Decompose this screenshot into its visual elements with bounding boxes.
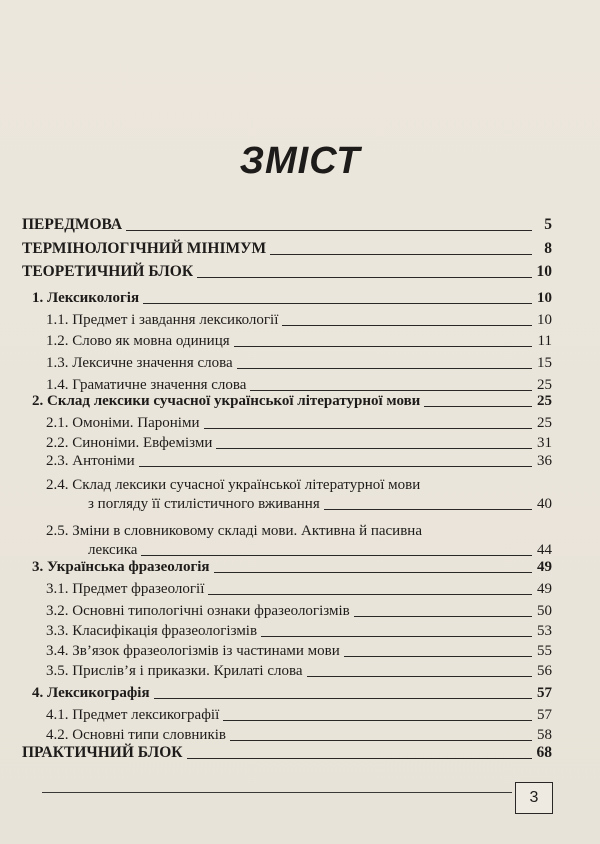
dot-leader — [270, 254, 532, 255]
page-number: 3 — [529, 789, 539, 806]
toc-entry-page: 57 — [537, 707, 552, 723]
dot-leader — [354, 616, 532, 617]
dot-leader — [139, 466, 532, 467]
toc-entry-page: 55 — [537, 643, 552, 659]
dot-leader — [204, 428, 533, 429]
toc-entry-4-1 — [46, 706, 552, 724]
dot-leader — [126, 230, 532, 231]
toc-entry-label: 1.2. Слово як мовна одиниця — [46, 333, 230, 349]
toc-entry-page: 15 — [537, 355, 552, 371]
toc-entry-label: 1. Лексикологія — [32, 290, 140, 306]
dot-leader — [197, 277, 532, 278]
dot-leader — [250, 390, 532, 391]
toc-entry-page: 31 — [537, 435, 552, 451]
toc-entry-label: 3.3. Класифікація фразеологізмів — [46, 623, 258, 639]
toc-entry-practice — [22, 744, 552, 762]
toc-entry-3-1 — [46, 580, 552, 598]
toc-entry-page: 8 — [544, 240, 552, 257]
dot-leader — [261, 636, 532, 637]
dot-leader — [307, 676, 532, 677]
dot-leader — [324, 509, 532, 510]
toc-entry-section-3 — [32, 558, 552, 576]
toc-entry-label: 2.3. Антоніми — [46, 453, 135, 469]
dot-leader — [187, 758, 533, 759]
toc-entry-page: 10 — [536, 263, 552, 280]
toc-entry-page: 57 — [537, 685, 552, 701]
toc-entry-page: 5 — [544, 216, 552, 233]
toc-entry-label: 4.1. Предмет лексикографії — [46, 707, 220, 723]
toc-entry-page: 10 — [537, 290, 552, 306]
toc-entry-3-2 — [46, 602, 552, 620]
toc-entry-label: 3.2. Основні типологічні ознаки фразеологізмів — [46, 603, 350, 619]
toc-entry-label: ТЕРМІНОЛОГІЧНИЙ МІНІМУМ — [22, 240, 267, 257]
dot-leader — [214, 572, 532, 573]
toc-entry-page: 49 — [537, 581, 552, 597]
toc-entry-1-2 — [46, 332, 552, 350]
toc-entry-3-4 — [46, 642, 552, 660]
toc-entry-page: 40 — [537, 496, 552, 512]
toc-entry-section-2 — [32, 392, 552, 410]
dot-leader — [143, 303, 532, 304]
dot-leader — [223, 720, 532, 721]
dot-leader — [208, 594, 532, 595]
toc-entry-label: 1.3. Лексичне значення слова — [46, 355, 233, 371]
toc-entry-label: 3.1. Предмет фразеології — [46, 581, 205, 597]
toc-entry-page: 36 — [537, 453, 552, 469]
toc-entry-page: 68 — [536, 744, 552, 761]
toc-entry-label: з погляду її стилістичного вживання — [88, 496, 320, 512]
toc-entry-2-5-line1: 2.5. Зміни в словниковому складі мови. Активна й пасивна — [46, 523, 422, 539]
toc-entry-section-1 — [32, 289, 552, 307]
toc-entry-page: 58 — [537, 727, 552, 743]
toc-entry-page: 53 — [537, 623, 552, 639]
toc-entry-label: ПРАКТИЧНИЙ БЛОК — [22, 744, 183, 761]
toc-entry-2-5 — [88, 541, 552, 559]
toc-entry-theory — [22, 263, 552, 281]
dot-leader — [344, 656, 532, 657]
toc-entry-2-4 — [88, 495, 552, 513]
toc-entry-label: 3.5. Прислів’я і приказки. Крилаті слова — [46, 663, 303, 679]
toc-entry-label: 4.2. Основні типи словників — [46, 727, 226, 743]
toc-entry-page: 25 — [537, 393, 552, 409]
toc-entry-page: 49 — [537, 559, 552, 575]
toc-entry-2-1 — [46, 414, 552, 432]
toc-entry-1-1 — [46, 311, 552, 329]
toc-entry-label: 2.1. Омоніми. Пароніми — [46, 415, 200, 431]
footer-rule — [42, 792, 512, 793]
toc-entry-2-2 — [46, 434, 552, 452]
toc-entry-label: ТЕОРЕТИЧНИЙ БЛОК — [22, 263, 194, 280]
toc-entry-page: 56 — [537, 663, 552, 679]
toc-entry-page: 50 — [537, 603, 552, 619]
toc-entry-page: 11 — [537, 333, 552, 349]
toc-entry-2-4-line1: 2.4. Склад лексики сучасної української літературної мови — [46, 477, 421, 493]
toc-entry-page: 25 — [537, 377, 552, 393]
dot-leader — [230, 740, 532, 741]
toc-entry-label: 3.4. Зв’язок фразеологізмів із частинами мови — [46, 643, 340, 659]
dot-leader — [282, 325, 532, 326]
toc-entry-label: ПЕРЕДМОВА — [22, 216, 123, 233]
toc-entry-label: 1.1. Предмет і завдання лексикології — [46, 312, 279, 328]
toc-entry-label: 2. Склад лексики сучасної української літературної мови — [32, 393, 421, 409]
toc-entry-4-2 — [46, 726, 552, 744]
toc-entry-page: 10 — [537, 312, 552, 328]
toc-entry-terminology — [22, 240, 552, 258]
dot-leader — [154, 698, 532, 699]
toc-entry-3-3 — [46, 622, 552, 640]
toc-entry-1-3 — [46, 354, 552, 372]
toc-entry-label: 4. Лексикографія — [32, 685, 150, 701]
page-number-box — [515, 782, 553, 814]
toc-entry-section-4 — [32, 684, 552, 702]
dot-leader — [234, 346, 532, 347]
toc-entry-label: лексика — [88, 542, 138, 558]
toc-entry-3-5 — [46, 662, 552, 680]
dot-leader — [237, 368, 532, 369]
toc-entry-label: 1.4. Граматичне значення слова — [46, 377, 247, 393]
toc-entry-label: 2.2. Синоніми. Евфемізми — [46, 435, 213, 451]
toc-entry-2-3 — [46, 452, 552, 470]
dot-leader — [141, 555, 532, 556]
toc-entry-page: 44 — [537, 542, 552, 558]
toc-entry-page: 25 — [537, 415, 552, 431]
page-title: ЗМІСТ — [239, 140, 361, 182]
toc-entry-label: 3. Українська фразеологія — [32, 559, 210, 575]
dot-leader — [424, 406, 532, 407]
dot-leader — [216, 448, 532, 449]
toc-entry-foreword — [22, 216, 552, 234]
